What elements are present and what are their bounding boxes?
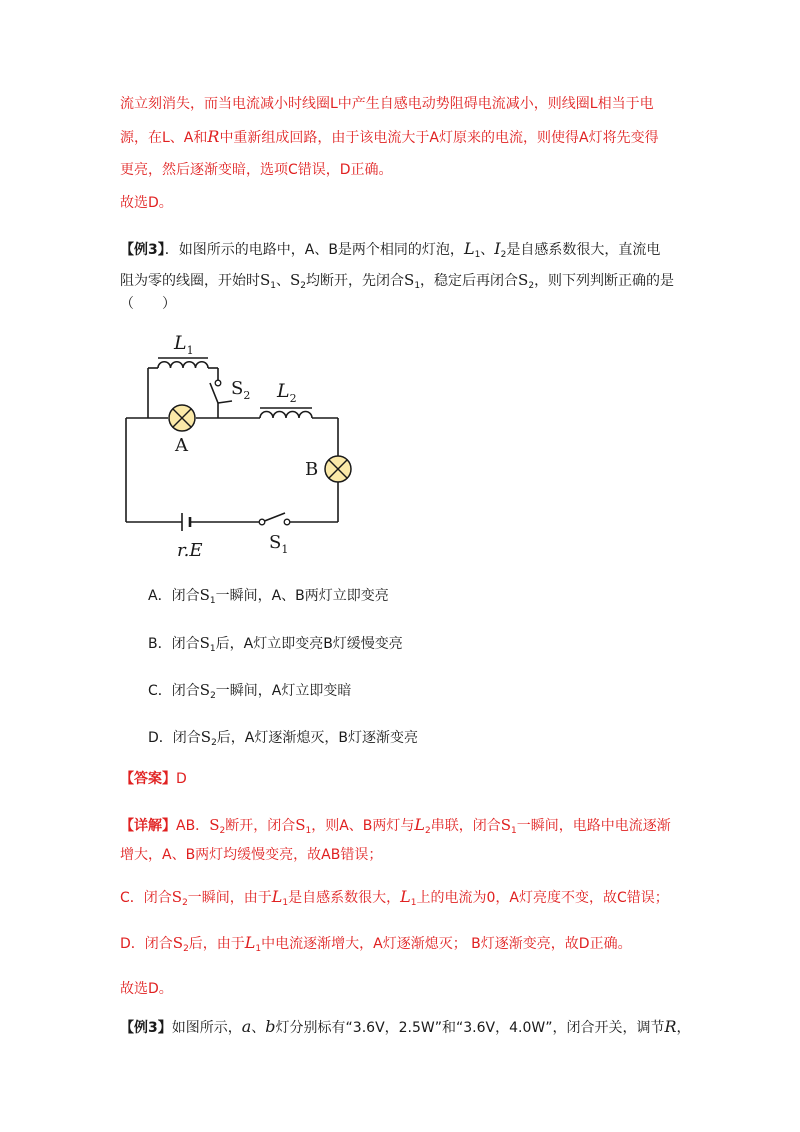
switch-s1-arm [262,513,285,522]
label-s2: $S_2$ [231,378,251,402]
option-c: C．闭合$S_2$一瞬间，A灯立即变暗 [148,681,352,701]
detail-line-1: 【详解】AB．$S_2$断开，闭合$S_1$，则A、B两灯与$L_2$串联，闭合$S_1$一瞬间，电路中电流逐渐 [120,815,671,836]
label-l1: $L_1$ [174,332,194,357]
option-b: B．闭合$S_1$后，A灯立即变亮B灯缓慢变亮 [148,634,403,654]
coil-l1 [158,362,208,368]
label-lamp-a: A [175,435,188,456]
label-l2: $L_2$ [277,380,297,405]
answer: 【答案】D [120,771,187,787]
continuation-line-2: 源，在L、A和R中重新组成回路，由于该电流大于A灯原来的电流，则使得A灯将先变得 [120,127,659,146]
example3b-line-1: 【例3】如图所示，a、b灯分别标有“3.6V，2.5W”和“3.6V，4.0W”，闭合开关，调节R， [120,1017,691,1036]
option-d: D．闭合$S_2$后，A灯逐渐熄灭，B灯逐渐变亮 [148,728,418,748]
label-s1: $S_1$ [269,532,289,556]
coil-l2 [260,412,312,419]
continuation-conclusion: 故选D。 [120,195,173,211]
detail-line-2: 增大，A、B两灯均缓慢变亮，故AB错误； [120,847,383,863]
label-lamp-b: B [305,459,319,480]
switch-s2-blade [218,401,232,403]
detail-line-4: D．闭合$S_2$后，由于$L_1$中电流逐渐增大，A灯逐渐熄灭； B灯逐渐变亮，故D正确。 [120,933,632,954]
option-a: A．闭合$S_1$一瞬间，A、B两灯立即变亮 [148,586,389,606]
switch-s1-contact-left [259,519,265,525]
example3-question-line-2: 阻为零的线圈，开始时$S_1$、$S_2$均断开，先闭合$S_1$，稳定后再闭合$S_2$，则下列判断正确的是 [120,271,675,291]
continuation-line-1: 流立刻消失，而当电流减小时线圈L中产生自感电动势阻碍电流减小，则线圈L相当于电 [120,96,654,112]
switch-s2-contact-top [215,380,221,386]
label-battery: r.E [177,540,203,561]
lamp-a [169,405,195,431]
switch-s1-contact-right [284,519,290,525]
example-label: 【例3】 [120,242,165,258]
example3-paren: （ ） [120,296,176,312]
example3-question-line-1: 【例3】．如图所示的电路中，A、B是两个相同的灯泡，$L_1$、$I_2$是自感系数很大，直流电 [120,239,661,260]
lamp-b [325,456,351,482]
detail-line-3: C．闭合$S_2$一瞬间，由于$L_1$是自感系数很大，$L_1$上的电流为0，A灯亮度不变，故C错误； [120,887,669,908]
detail-conclusion: 故选D。 [120,981,173,997]
continuation-line-3: 更亮，然后逐渐变暗，选项C错误，D正确。 [120,162,393,178]
circuit-diagram [110,325,360,565]
